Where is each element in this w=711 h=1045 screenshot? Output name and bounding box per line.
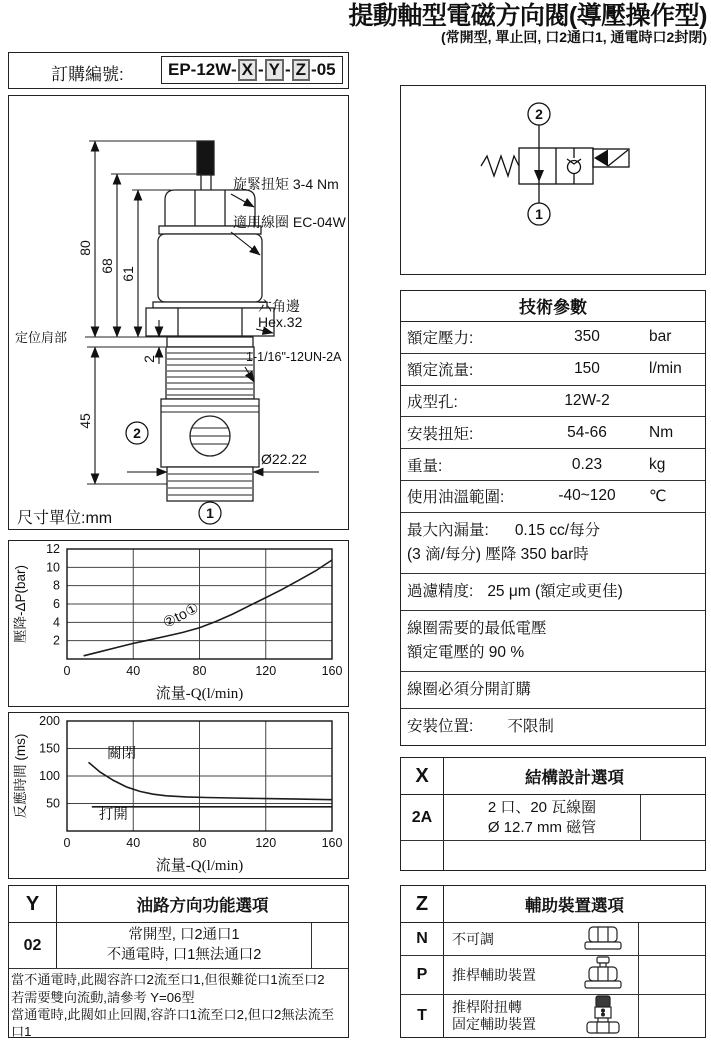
empty-cell bbox=[638, 956, 705, 994]
z-table-title: 輔助裝置選項 bbox=[525, 897, 624, 915]
hydraulic-symbol bbox=[401, 86, 704, 273]
order-code-prefix: EP-12W- bbox=[168, 60, 237, 79]
tech-label: 額定流量: bbox=[407, 362, 474, 380]
tech-unit: l/min bbox=[649, 360, 682, 378]
empty-cell bbox=[638, 995, 705, 1037]
locating-shoulder bbox=[167, 337, 253, 347]
page-title: 提動軸型電磁方向閥(導壓操作型) bbox=[348, 2, 707, 30]
symbol-port-2: 2 bbox=[535, 106, 543, 122]
y-axis-label: 壓降-ΔP(bar) bbox=[13, 564, 28, 644]
leakage-block bbox=[401, 513, 705, 574]
filter-label: 過濾精度: bbox=[407, 582, 474, 600]
coil-order-note: 線圈必須分開訂購 bbox=[401, 672, 705, 709]
table-row bbox=[401, 995, 705, 1037]
valve-drawing bbox=[9, 96, 347, 528]
leak-label: 最大內漏量: bbox=[407, 521, 489, 539]
chart-svg bbox=[9, 713, 344, 875]
flow-arrow bbox=[534, 170, 544, 182]
tech-value: 0.23 bbox=[571, 455, 603, 473]
y-note-1: 當不通電時,此閥容許口2流至口1,但很難從口1流至口2 bbox=[11, 972, 325, 988]
tech-label: 使用油溫範圍: bbox=[407, 489, 505, 507]
tech-label: 重量: bbox=[407, 457, 443, 475]
dim-68: 68 bbox=[99, 258, 115, 274]
tech-value: 150 bbox=[574, 360, 600, 378]
tech-value: -40~120 bbox=[558, 487, 616, 505]
y-tick-label: 200 bbox=[39, 714, 60, 728]
spring-symbol bbox=[481, 156, 519, 176]
order-code-suffix: -05 bbox=[311, 60, 336, 79]
hex-section bbox=[146, 308, 274, 336]
solenoid-triangle bbox=[594, 150, 608, 167]
order-code-sep: - bbox=[257, 60, 264, 79]
dim-80: 80 bbox=[77, 240, 93, 256]
x-axis-label: 流量-Q(l/min) bbox=[155, 686, 244, 702]
empty-cell bbox=[311, 923, 348, 968]
y-note-2: 若需要雙向流動,請參考 Y=06型 bbox=[11, 989, 195, 1005]
x-option-desc bbox=[444, 795, 640, 840]
x-tick-label: 40 bbox=[126, 836, 141, 850]
order-number-box bbox=[8, 52, 349, 89]
port-1-marker: 1 bbox=[206, 505, 214, 521]
y-tick-label: 2 bbox=[53, 633, 60, 648]
y-table-header bbox=[9, 886, 348, 923]
coil-voltage-line2: 額定電壓的 90 % bbox=[407, 643, 525, 661]
dim-2: 2 bbox=[141, 355, 157, 363]
empty-cell bbox=[640, 795, 705, 840]
z-option-code: P bbox=[401, 956, 444, 994]
coil-voltage-block bbox=[401, 611, 705, 672]
x-tick-label: 120 bbox=[255, 664, 277, 678]
tech-value: 350 bbox=[574, 328, 600, 346]
dim-45: 45 bbox=[77, 413, 93, 429]
order-code bbox=[161, 56, 343, 84]
y-table-key: Y bbox=[9, 886, 57, 922]
x-table-header bbox=[401, 758, 705, 795]
x-option-line1: 2 口、20 瓦線圈 bbox=[487, 799, 597, 816]
tech-unit: ℃ bbox=[649, 487, 667, 505]
mount-label: 安裝位置: bbox=[407, 717, 474, 735]
table-row bbox=[401, 417, 705, 449]
z-table-header bbox=[401, 886, 705, 923]
order-code-sep: - bbox=[284, 60, 291, 79]
z-option-desc: 推桿輔助裝置 bbox=[452, 966, 536, 983]
z-table-key: Z bbox=[401, 886, 444, 922]
y-tick-label: 4 bbox=[53, 615, 60, 630]
table-row bbox=[401, 322, 705, 354]
table-row bbox=[401, 923, 705, 956]
x-tick-label: 40 bbox=[126, 664, 141, 678]
series-line bbox=[89, 762, 333, 799]
empty-row bbox=[401, 841, 705, 870]
hex-callout-en: Hex.32 bbox=[258, 314, 303, 330]
table-row bbox=[401, 481, 705, 513]
chart-annotation: ②to① bbox=[160, 600, 202, 632]
tech-unit: kg bbox=[649, 455, 666, 473]
order-number-label: 訂購編號: bbox=[51, 65, 124, 84]
x-table-key: X bbox=[401, 758, 444, 794]
table-row bbox=[401, 956, 705, 995]
y-tick-label: 8 bbox=[53, 578, 60, 593]
empty-cell bbox=[638, 923, 705, 955]
check-valve-ball bbox=[568, 161, 581, 174]
chart-svg bbox=[9, 541, 344, 703]
tech-unit: bar bbox=[649, 328, 672, 346]
x-option-code: 2A bbox=[401, 795, 444, 840]
y-notes bbox=[9, 969, 348, 1043]
leak-value: 0.15 cc/每分 bbox=[514, 521, 601, 539]
nut-icon bbox=[568, 923, 638, 955]
unit-note: 尺寸單位:mm bbox=[17, 510, 113, 527]
pushpin-nut-icon bbox=[568, 956, 638, 994]
nose-section bbox=[167, 467, 253, 501]
tech-params-header: 技術參數 bbox=[401, 291, 705, 322]
torque-callout: 旋緊扭矩 3-4 Nm bbox=[233, 176, 339, 192]
x-options-table bbox=[400, 757, 706, 871]
order-code-z: Z bbox=[292, 59, 310, 81]
z-option-desc: 不可調 bbox=[452, 930, 494, 947]
shoulder-label: 定位肩部 bbox=[15, 330, 68, 345]
series-line bbox=[84, 560, 332, 656]
x-table-title: 結構設計選項 bbox=[525, 769, 624, 787]
y-table-title: 油路方向功能選項 bbox=[136, 897, 269, 915]
valve-body bbox=[146, 141, 274, 501]
dim-61: 61 bbox=[120, 266, 136, 282]
y-axis-label: 反應時間 (ms) bbox=[13, 733, 28, 819]
x-tick-label: 80 bbox=[192, 664, 207, 678]
table-row bbox=[401, 449, 705, 481]
tech-params-table bbox=[400, 290, 706, 746]
y-tick-label: 12 bbox=[46, 542, 60, 556]
tech-value: 54-66 bbox=[567, 423, 607, 441]
table-row bbox=[9, 923, 348, 969]
tech-label: 成型孔: bbox=[407, 394, 458, 412]
x-axis-label: 流量-Q(l/min) bbox=[155, 858, 244, 874]
thread-section bbox=[166, 347, 254, 399]
y-tick-label: 10 bbox=[46, 560, 60, 575]
page-subtitle: (常開型, 單止回, 口2通口1, 通電時口2封閉) bbox=[440, 29, 707, 46]
z-option-code: T bbox=[401, 995, 444, 1037]
x-tick-label: 0 bbox=[63, 836, 71, 850]
order-code-x: X bbox=[238, 59, 257, 81]
coil-callout: 適用線圈 EC-04W bbox=[233, 214, 346, 230]
y-tick-label: 150 bbox=[39, 741, 60, 756]
symbol-port-1: 1 bbox=[535, 206, 543, 222]
y-option-desc bbox=[57, 923, 311, 968]
x-option-line2: Ø 12.7 mm 磁管 bbox=[487, 818, 597, 836]
chart-annotation: 關閉 bbox=[107, 745, 137, 762]
mounting-block bbox=[401, 709, 705, 745]
table-row bbox=[401, 386, 705, 418]
y-tick-label: 6 bbox=[53, 597, 60, 611]
filtration-block bbox=[401, 574, 705, 611]
diameter-label: Ø22.22 bbox=[261, 451, 307, 467]
tech-value: 12W-2 bbox=[564, 392, 610, 410]
response-time-chart bbox=[8, 712, 349, 879]
y-option-code: 02 bbox=[9, 923, 57, 968]
leak-line2: (3 滴/每分) 壓降 350 bar時 bbox=[407, 545, 589, 563]
chart-annotation: 打開 bbox=[98, 806, 128, 823]
mount-value: 不限制 bbox=[507, 717, 554, 735]
tech-unit: Nm bbox=[649, 423, 674, 441]
title-block bbox=[277, 3, 707, 45]
y-option-line1: 常開型, 口2通口1 bbox=[128, 927, 240, 943]
y-note-3: 當通電時,此閥如止回閥,容許口1流至口2,但口2無法流至口1 bbox=[11, 1006, 335, 1040]
thread-callout: 1-1/16"-12UN-2A bbox=[246, 350, 342, 364]
hydraulic-symbol-box bbox=[400, 85, 706, 275]
table-row bbox=[401, 354, 705, 386]
port-2-marker: 2 bbox=[133, 425, 141, 441]
x-tick-label: 0 bbox=[63, 664, 71, 678]
x-tick-label: 160 bbox=[321, 664, 343, 678]
valve-drawing-box bbox=[8, 95, 349, 530]
x-tick-label: 80 bbox=[192, 836, 207, 850]
z-option-code: N bbox=[401, 923, 444, 955]
table-row bbox=[401, 795, 705, 841]
filter-value: 25 μm (額定或更佳) bbox=[487, 582, 623, 600]
connector-plug bbox=[197, 141, 214, 175]
hex-callout-cn: 六角邊 bbox=[258, 298, 300, 314]
y-options-table bbox=[8, 885, 349, 1038]
tech-label: 安裝扭矩: bbox=[407, 425, 474, 443]
order-code-y: Y bbox=[265, 59, 284, 81]
z-option-desc: 推桿附扭轉 固定輔助裝置 bbox=[452, 999, 536, 1032]
z-options-table bbox=[400, 885, 706, 1038]
coil-voltage-line1: 線圈需要的最低電壓 bbox=[407, 619, 547, 637]
pressure-drop-chart bbox=[8, 540, 349, 707]
tech-label: 額定壓力: bbox=[407, 330, 474, 348]
y-tick-label: 50 bbox=[46, 796, 60, 811]
twist-knob-nut-icon bbox=[568, 995, 638, 1037]
x-tick-label: 120 bbox=[255, 836, 277, 850]
y-tick-label: 100 bbox=[39, 769, 60, 783]
x-tick-label: 160 bbox=[321, 836, 343, 850]
y-option-line2: 不通電時, 口1無法通口2 bbox=[106, 946, 262, 963]
